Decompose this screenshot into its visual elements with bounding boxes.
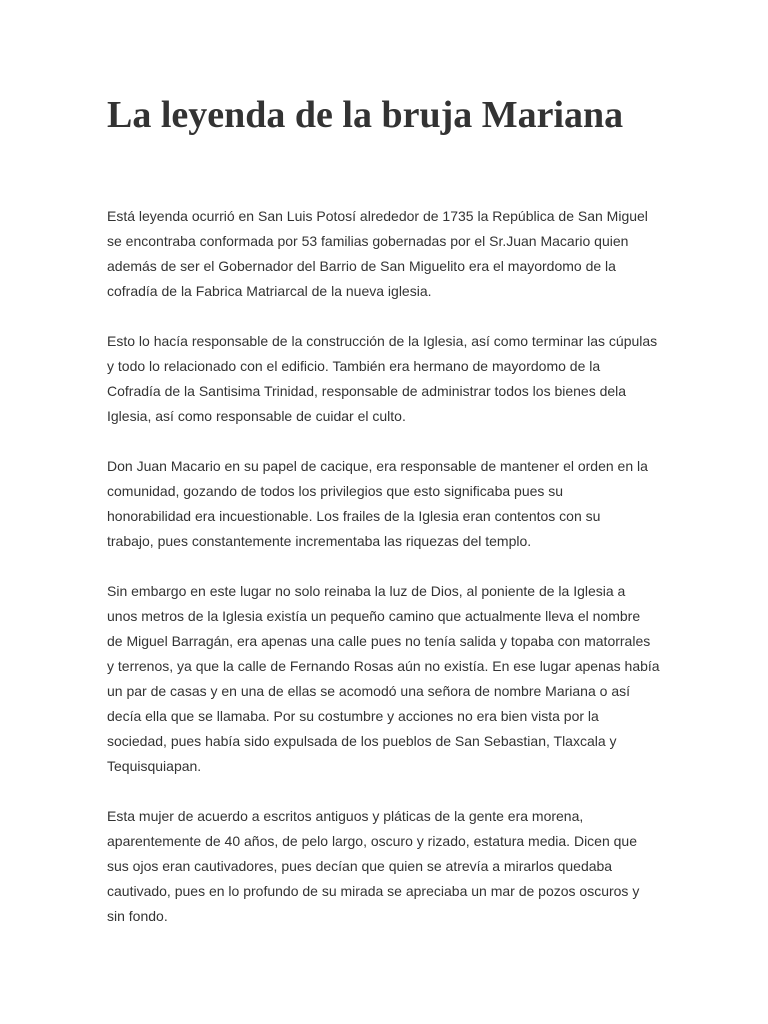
document-body [107, 204, 667, 954]
paragraph-line: aparentemente de 40 años, de pelo largo, oscuro y rizado, estatura media. Dicen que [107, 833, 637, 849]
paragraph-line: Esta mujer de acuerdo a escritos antiguos y pláticas de la gente era morena, [107, 808, 584, 824]
paragraph-line: cofradía de la Fabrica Matriarcal de la nueva iglesia. [107, 283, 432, 299]
paragraph-line: y terrenos, ya que la calle de Fernando Rosas aún no existía. En ese lugar apenas había [107, 658, 660, 674]
paragraph-line: honorabilidad era incuestionable. Los frailes de la Iglesia eran contentos con su [107, 508, 601, 524]
paragraph-line: Don Juan Macario en su papel de cacique, era responsable de mantener el orden en la [107, 458, 648, 474]
paragraph-line: Esto lo hacía responsable de la construcción de la Iglesia, así como terminar las cúpulas [107, 333, 658, 349]
paragraph-line: decía ella que se llamaba. Por su costumbre y acciones no era bien vista por la [107, 708, 599, 724]
paragraph-5 [107, 804, 667, 929]
paragraph-line: Iglesia, así como responsable de cuidar el culto. [107, 408, 406, 424]
paragraph-line: Tequisquiapan. [107, 758, 202, 774]
paragraph-line: cautivado, pues en lo profundo de su mirada se apreciaba un mar de pozos oscuros y [107, 883, 640, 899]
paragraph-4 [107, 579, 667, 779]
paragraph-line: sin fondo. [107, 908, 168, 924]
paragraph-line: se encontraba conformada por 53 familias gobernadas por el Sr.Juan Macario quien [107, 233, 629, 249]
paragraph-line: sociedad, pues había sido expulsada de los pueblos de San Sebastian, Tlaxcala y [107, 733, 617, 749]
paragraph-line: sus ojos eran cautivadores, pues decían que quien se atrevía a mirarlos quedaba [107, 858, 613, 874]
paragraph-line: Cofradía de la Santisima Trinidad, responsable de administrar todos los bienes dela [107, 383, 627, 399]
paragraph-line: y todo lo relacionado con el edificio. También era hermano de mayordomo de la [107, 358, 601, 374]
paragraph-line: unos metros de la Iglesia existía un pequeño camino que actualmente lleva el nombre [107, 608, 641, 624]
paragraph-line: un par de casas y en una de ellas se acomodó una señora de nombre Mariana o así [107, 683, 630, 699]
paragraph-line: trabajo, pues constantemente incrementaba las riquezas del templo. [107, 533, 532, 549]
paragraph-line: Sin embargo en este lugar no solo reinaba la luz de Dios, al poniente de la Iglesia a [107, 583, 626, 599]
paragraph-1 [107, 204, 667, 304]
paragraph-3 [107, 454, 667, 554]
paragraph-line: Está leyenda ocurrió en San Luis Potosí alrededor de 1735 la República de San Miguel [107, 208, 648, 224]
paragraph-2 [107, 329, 667, 429]
document-title: La leyenda de la bruja Mariana [107, 94, 624, 136]
paragraph-line: de Miguel Barragán, era apenas una calle pues no tenía salida y topaba con matorrales [107, 633, 651, 649]
paragraph-line: además de ser el Gobernador del Barrio de San Miguelito era el mayordomo de la [107, 258, 616, 274]
paragraph-line: comunidad, gozando de todos los privilegios que esto significaba pues su [107, 483, 564, 499]
